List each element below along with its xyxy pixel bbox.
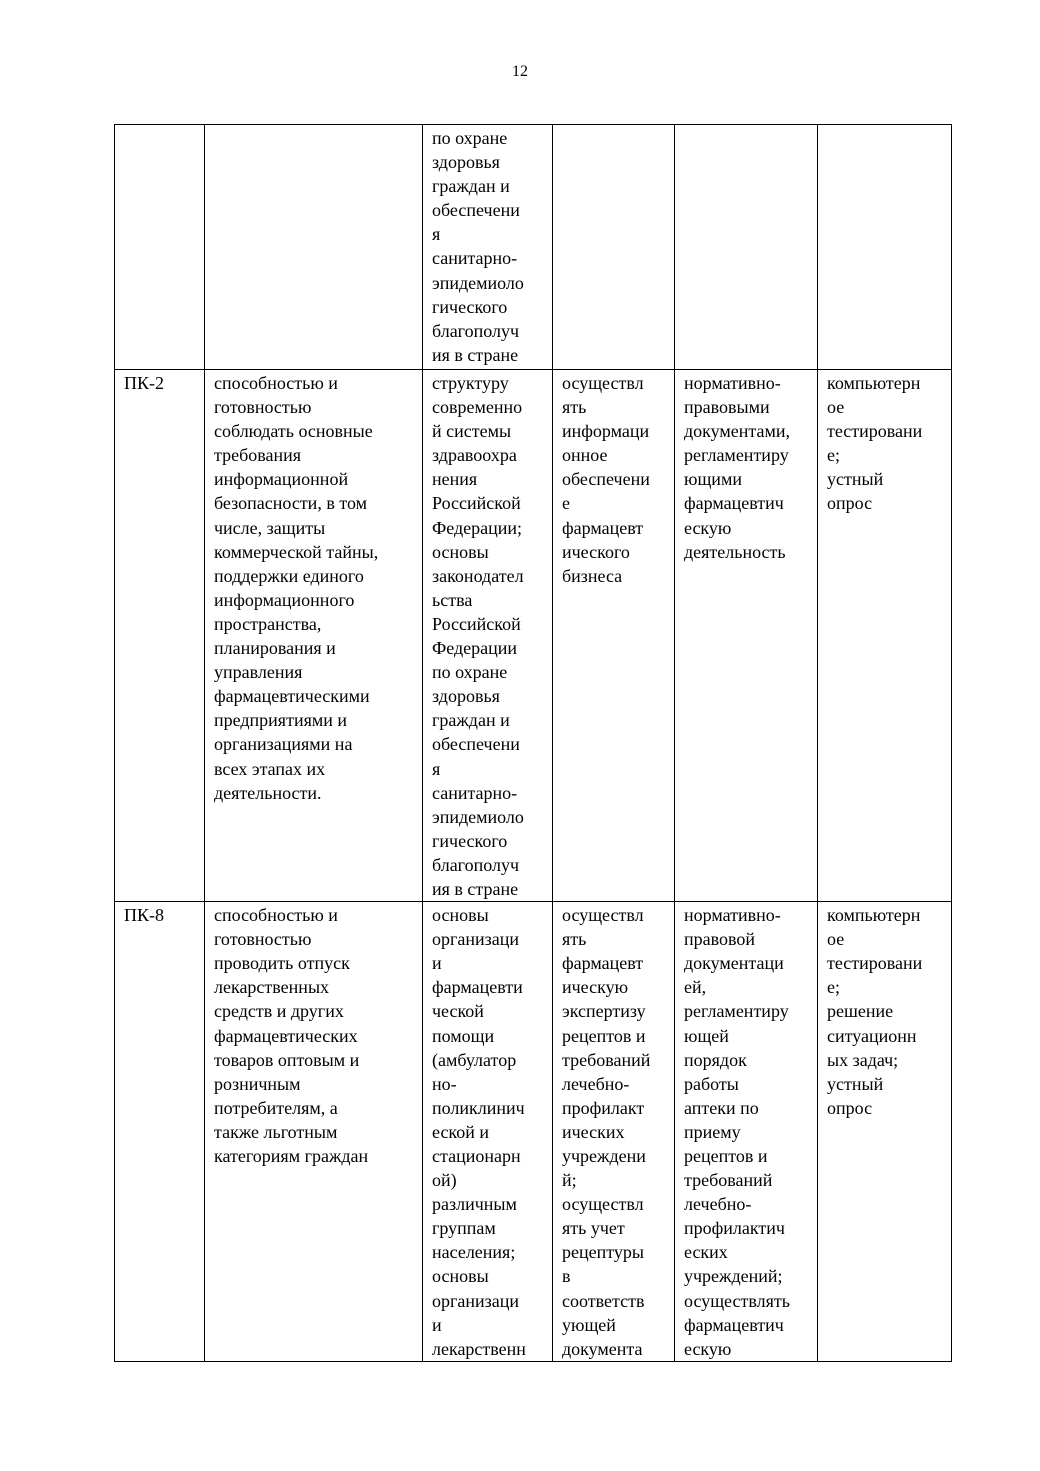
table-row bbox=[115, 370, 952, 902]
able-cell bbox=[553, 125, 675, 370]
page-number: 12 bbox=[512, 63, 528, 80]
able-text: осуществл ять фармацевт ическую экспертизу рецептов и требований лечебно- профилакт ических учреждени й; осуществл ять учет рецептуры в соответств ующей документа bbox=[562, 905, 651, 1359]
assessment-cell bbox=[818, 902, 952, 1362]
possess-cell bbox=[675, 902, 818, 1362]
know-text: по охране здоровья граждан и обеспечени я санитарно- эпидемиоло гического благополуч ия в стране bbox=[432, 128, 524, 365]
assessment-text: компьютерн ое тестировани е; устный опрос bbox=[827, 373, 923, 514]
competence-code-cell bbox=[115, 902, 205, 1362]
able-text: осуществл ять информаци онное обеспечени е фармацевт ического бизнеса bbox=[562, 373, 650, 586]
assessment-cell bbox=[818, 125, 952, 370]
know-cell bbox=[423, 125, 553, 370]
competence-description-cell bbox=[205, 370, 423, 902]
able-cell bbox=[553, 370, 675, 902]
assessment-cell bbox=[818, 370, 952, 902]
assessment-text: компьютерн ое тестировани е; решение ситуационн ых задач; устный опрос bbox=[827, 905, 923, 1118]
table-row bbox=[115, 125, 952, 370]
competence-code: ПК-8 bbox=[124, 905, 164, 926]
competence-code-cell bbox=[115, 370, 205, 902]
possess-cell bbox=[675, 370, 818, 902]
know-text: структуру современно й системы здравоохра нения Российской Федерации; основы законодател ьства Российской Федерации по охране здоровья граждан и обеспечени я санитарно- эпидемиоло гического благополуч ия в стране bbox=[432, 373, 524, 899]
competence-description: способностью и готовностью проводить отпуск лекарственных средств и других фармацевтических товаров оптовым и розничным потребителям, а также льготным категориям граждан bbox=[214, 905, 369, 1166]
know-cell bbox=[423, 370, 553, 902]
know-cell bbox=[423, 902, 553, 1362]
competence-table bbox=[114, 124, 952, 1362]
know-text: основы организаци и фармацевти ческой помощи (амбулатор но- поликлинич еской и стационарн ой) различным группам населения; основы организаци и лекарственн bbox=[432, 905, 526, 1359]
able-cell bbox=[553, 902, 675, 1362]
possess-text: нормативно- правовыми документами, регламентиру ющими фармацевтич ескую деятельность bbox=[684, 373, 791, 562]
competence-description-cell bbox=[205, 902, 423, 1362]
possess-text: нормативно- правовой документаци ей, регламентиру ющей порядок работы аптеки по приему рецептов и требований лечебно- профилактич еских учреждений; осуществлять фармацевтич ескую bbox=[684, 905, 790, 1359]
competence-description-cell bbox=[205, 125, 423, 370]
competence-description: способностью и готовностью соблюдать основные требования информационной безопасности, в том числе, защиты коммерческой тайны, поддержки единого информационного пространства, планирования и управления фармацевтическими предприятиями и организациями на всех этапах их деятельности. bbox=[214, 373, 379, 803]
possess-cell bbox=[675, 125, 818, 370]
competence-code-cell bbox=[115, 125, 205, 370]
competence-code: ПК-2 bbox=[124, 373, 164, 393]
table-row bbox=[115, 902, 952, 1362]
